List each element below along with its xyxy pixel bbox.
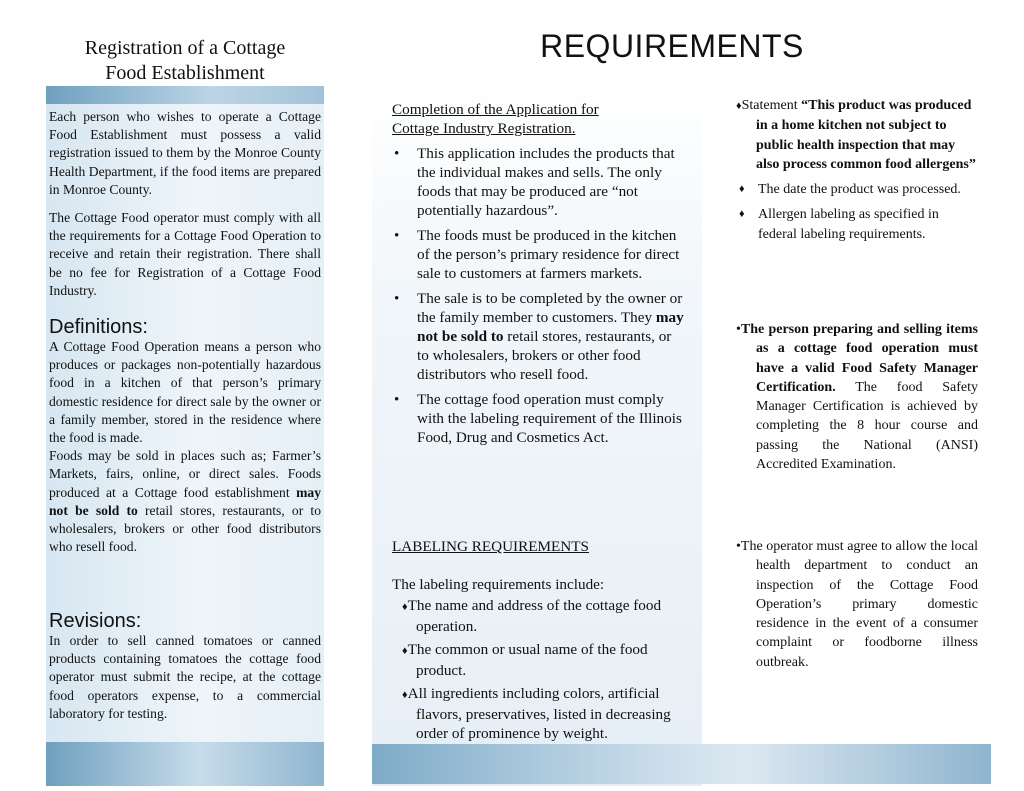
diamond-bullet-icon: ♦	[402, 601, 408, 613]
manager-bold-text: The person preparing and selling items as a cottage food operation must have a valid Food Safety Manager Certification.	[740, 322, 978, 395]
diamond-bullet-icon: ♦	[402, 689, 408, 701]
list-item	[392, 226, 684, 283]
list-item	[392, 596, 684, 636]
application-bullet-list	[392, 144, 684, 447]
labeling-heading: LABELING REQUIREMENTS	[392, 538, 589, 555]
left-bottom-gradient-bar	[46, 742, 324, 786]
left-title-line2: Food Establishment	[105, 62, 265, 84]
right-labeling-continued	[736, 96, 978, 250]
left-top-gradient-bar	[46, 86, 324, 104]
labeling-intro: The labeling requirements include:	[392, 576, 605, 593]
date-item-text: The date the product was processed.	[758, 182, 961, 198]
statement-item	[736, 96, 978, 174]
application-heading-line2: Cottage Industry Registration.	[392, 120, 576, 137]
bullet-icon: •	[394, 391, 400, 408]
label-1-text: The name and address of the cottage food operation.	[407, 597, 662, 635]
definitions-section	[49, 316, 321, 556]
definitions-text-bold: may not be sold to	[49, 484, 321, 518]
list-item	[392, 390, 684, 447]
inspection-text-block	[736, 537, 978, 672]
bottom-gradient-bar	[372, 744, 991, 784]
revisions-heading: Revisions:	[49, 610, 142, 632]
bullet-icon: •	[394, 290, 400, 307]
allergen-item-text: Allergen labeling as specified in federal labeling requirements.	[758, 207, 939, 242]
diamond-bullet-icon: ♦	[736, 100, 742, 112]
label-3-text: All ingredients including colors, artificial flavors, preservatives, listed in decreasing order of prominence by weight.	[407, 685, 671, 742]
inspection-section	[736, 537, 978, 672]
application-heading-line1: Completion of the Application for	[392, 101, 599, 118]
bullet-1-text: This application includes the products that the individual makes and sells. The only foods that may be produced are “not potentially hazardous”.	[417, 145, 675, 219]
definitions-text-b: retail stores, restaurants, or to wholesalers, brokers or other food distributors who resell food.	[49, 502, 321, 555]
bullet-2-text: The foods must be produced in the kitchen of the person’s primary residence for direct sale to customers at farmers markets.	[417, 227, 680, 282]
list-item	[392, 640, 684, 680]
intro-paragraph-2: The Cottage Food operator must comply with all the requirements for a Cottage Food Operation to receive and retain their registration. There shall be no fee for Registration of a Cottage Food Industry.	[49, 210, 321, 298]
bullet-icon: •	[736, 322, 741, 337]
application-section	[392, 100, 684, 453]
diamond-bullet-icon: ♦	[739, 183, 745, 196]
list-item	[392, 289, 684, 384]
list-item	[392, 144, 684, 220]
left-panel-title	[46, 36, 324, 86]
diamond-bullet-icon: ♦	[739, 208, 745, 221]
statement-quote: “This product was produced in a home kitchen not subject to public health inspection that may also process common food allergens”	[756, 98, 976, 172]
revisions-section	[49, 610, 321, 723]
statement-lead: Statement	[741, 98, 802, 113]
intro-paragraph-1: Each person who wishes to operate a Cottage Food Establishment must possess a valid registration issued to them by the Monroe County Health Department, if the food items are prepared in Monroe County.	[49, 109, 321, 197]
label-2-text: The common or usual name of the food product.	[407, 641, 648, 679]
bullet-4-text: The cottage food operation must comply with the labeling requirement of the Illinois Food, Drug and Cosmetics Act.	[417, 391, 682, 446]
left-intro	[49, 108, 321, 310]
revisions-paragraph: In order to sell canned tomatoes or canned products containing tomatoes the cottage food operator must submit the recipe, at the cottage food operators expense, to a commercial laboratory for testing.	[49, 633, 321, 721]
list-item	[392, 684, 684, 743]
date-item	[736, 180, 978, 199]
requirements-title: REQUIREMENTS	[540, 28, 804, 64]
bullet-3-text-bold: may not be sold to	[417, 309, 684, 345]
allergen-item	[736, 205, 978, 244]
manager-certification-text	[736, 320, 978, 474]
bullet-3-text-b: retail stores, restaurants, or to wholesalers, brokers or other food distributors who resell food.	[417, 328, 672, 383]
bullet-icon: •	[736, 539, 741, 554]
definitions-paragraph-2	[49, 447, 321, 556]
manager-certification	[736, 320, 978, 474]
diamond-bullet-icon: ♦	[402, 645, 408, 657]
bullet-icon: •	[394, 145, 400, 162]
bullet-icon: •	[394, 227, 400, 244]
bullet-3-text-a: The sale is to be completed by the owner or the family member to customers. They	[417, 290, 683, 326]
definitions-paragraph-1: A Cottage Food Operation means a person who produces or packages non-potentially hazardous food in a kitchen of that person’s primary domestic residence for direct sale by the owner or a family member, stored in the residence where the food is made.	[49, 339, 321, 446]
left-title-line1: Registration of a Cottage	[84, 37, 286, 59]
definitions-text-a: Foods may be sold in places such as; Farmer’s Markets, fairs, online, or direct sales. Foods produced at a Cottage food establishment	[49, 448, 321, 500]
definitions-heading: Definitions:	[49, 316, 148, 338]
inspection-text: The operator must agree to allow the local health department to conduct an inspection of the Cottage Food Operation’s primary domestic residence in the event of a consumer complaint or foodborne illness outbreak.	[740, 539, 978, 670]
labeling-list	[392, 596, 684, 743]
labeling-section	[392, 537, 684, 747]
manager-rest-text: The food Safety Manager Certification is achieved by completing the 8 hour course and passing the National (ANSI) Accredited Examination.	[756, 379, 978, 473]
